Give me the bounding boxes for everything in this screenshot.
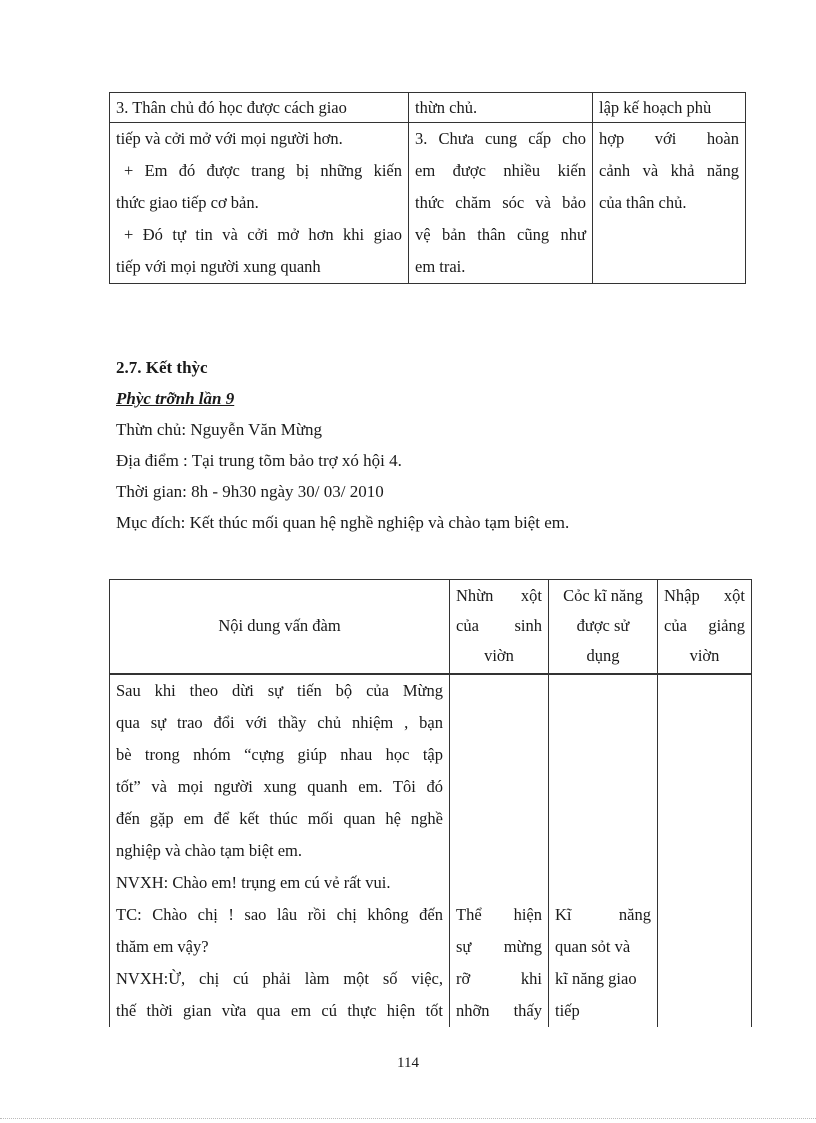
text-line: Cỏc kĩ năng	[563, 586, 643, 605]
text-line: 3. Chưa cung cấp cho	[415, 129, 586, 148]
time-line: Thời gian: 8h - 9h30 ngày 30/ 03/ 2010	[116, 482, 384, 501]
text-line: Nhập xột	[664, 586, 745, 605]
text-line: Thể hiện	[456, 905, 542, 924]
text-line: tiếp với mọi người xung quanh	[116, 257, 321, 276]
page-edge-divider	[0, 1118, 816, 1119]
location-line: Địa điểm : Tại trung tõm bảo trợ xó hội 4.	[116, 451, 402, 470]
lecturer-cell	[658, 674, 752, 1027]
spacer	[555, 675, 651, 899]
text-line: vệ bản thân cũng như	[415, 225, 586, 244]
text-line: của giảng	[664, 616, 745, 635]
table-row	[110, 674, 752, 1027]
interview-table	[109, 579, 752, 1027]
table-cell: 3. Thân chủ đó học được cách giao	[110, 93, 409, 123]
text-line: + Em đó được trang bị những kiến	[124, 161, 402, 180]
text-line: thức chăm sóc và bảo	[415, 193, 586, 212]
header-lecturer	[658, 580, 752, 675]
text-line: viờn	[484, 646, 514, 665]
text-line: em trai.	[415, 257, 466, 276]
page-number: 114	[397, 1055, 419, 1071]
section-subheading: Phỳc trỡnh lần 9	[116, 389, 235, 408]
text-line: tốt” và mọi người xung quanh em. Tôi đó	[116, 777, 443, 796]
text-line: thức giao tiếp cơ bản.	[116, 193, 259, 212]
text-line: nhỡn thấy	[456, 1001, 542, 1020]
text-line: tiếp và cởi mở với mọi người hơn.	[116, 129, 343, 148]
text-line: qua sự trao đổi với thầy chủ nhiệm , bạn	[116, 713, 443, 732]
text-line: + Đó tự tin và cởi mở hơn khi giao	[124, 225, 402, 244]
header-skills	[549, 580, 658, 675]
text-line: đến gặp em để kết thúc mối quan hệ nghề	[116, 809, 443, 828]
table-row	[110, 93, 746, 123]
spacer	[456, 675, 542, 899]
text-line: bè trong nhóm “cựng giúp nhau học tập	[116, 745, 443, 764]
text-line: tiếp	[555, 1001, 580, 1020]
section-heading: 2.7. Kết thỳc	[116, 358, 208, 377]
text-line: sự mừng	[456, 937, 542, 956]
text-line: TC: Chào chị ! sao lâu rồi chị không đến	[116, 905, 443, 924]
table-cell	[409, 123, 593, 284]
header-content: Nội dung vấn đàm	[110, 580, 450, 675]
text-line: NVXH:Ừ, chị cú phải làm một số việc,	[116, 969, 443, 988]
table-cell: thừn chủ.	[409, 93, 593, 123]
text-line: của sinh	[456, 616, 542, 635]
text-line: của thân chủ.	[599, 193, 687, 212]
text-line: cảnh và khả năng	[599, 161, 739, 180]
table-cell	[110, 123, 409, 284]
student-cell	[450, 674, 549, 1027]
table-cell	[593, 123, 746, 284]
content-cell	[110, 674, 450, 1027]
table-header-row	[110, 580, 752, 675]
client-line: Thừn chủ: Nguyễn Văn Mừng	[116, 420, 323, 439]
purpose-line: Mục đích: Kết thúc mối quan hệ nghề nghiệp và chào tạm biệt em.	[116, 513, 570, 532]
text-line: Kĩ năng	[555, 905, 651, 924]
text-line: Sau khi theo dừi sự tiến bộ của Mừng	[116, 681, 443, 700]
text-line: được sử	[576, 616, 630, 635]
text-line: rỡ khi	[456, 969, 542, 988]
header-student	[450, 580, 549, 675]
text-line: quan sỏt và	[555, 937, 631, 956]
skills-cell	[549, 674, 658, 1027]
previous-table	[109, 92, 746, 284]
text-line: thăm em vậy?	[116, 937, 209, 956]
text-line: Nhừn xột	[456, 586, 542, 605]
text-line: hợp với hoàn	[599, 129, 739, 148]
section-2-7	[116, 352, 569, 538]
text-line: nghiệp và chào tạm biệt em.	[116, 841, 303, 860]
text-line: thế thời gian vừa qua em cú thực hiện tốt	[116, 1001, 443, 1020]
text-line: dụng	[586, 646, 620, 665]
table-cell: lập kế hoạch phù	[593, 93, 746, 123]
table-row	[110, 123, 746, 284]
text-line: viờn	[689, 646, 720, 665]
text-line: em được nhiều kiến	[415, 161, 586, 180]
text-line: kĩ năng giao	[555, 969, 637, 988]
text-line: NVXH: Chào em! trụng em cú vẻ rất vui.	[116, 873, 391, 892]
